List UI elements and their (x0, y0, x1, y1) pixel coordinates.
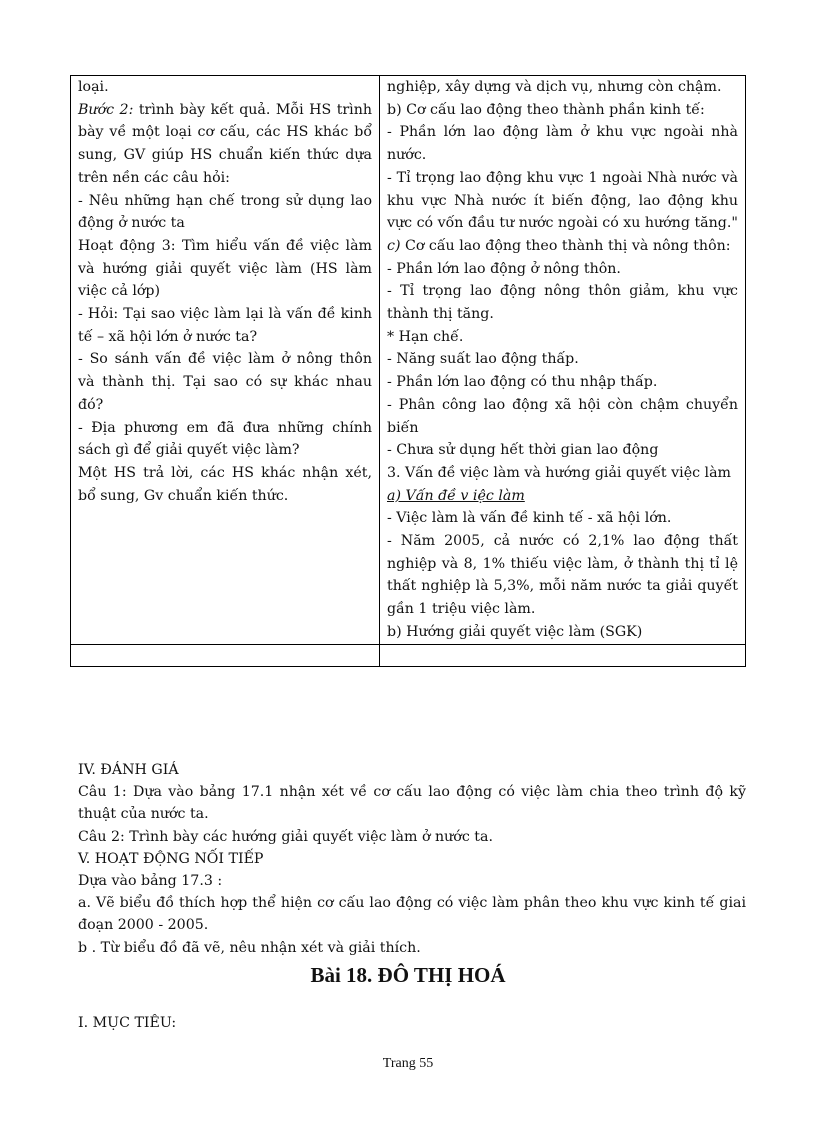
section-heading: IV. ĐÁNH GIÁ (78, 762, 179, 778)
right-line: - Phần lớn lao động ở nông thôn. (387, 260, 621, 277)
table-row-empty (71, 644, 746, 666)
page-number: Trang 55 (382, 1056, 434, 1071)
right-line: b) Cơ cấu lao động theo thành phần kinh tế: (387, 101, 705, 118)
question-2: Câu 2: Trình bày các hướng giải quyết việc làm ở nước ta. (78, 828, 493, 845)
lesson-title: Bài 18. ĐÔ THỊ HOÁ (310, 963, 506, 987)
right-line: b) Hướng giải quyết việc làm (SGK) (387, 623, 643, 640)
lesson-table (70, 75, 746, 667)
section-heading: V. HOẠT ĐỘNG NỐI TIẾP (78, 850, 264, 867)
right-line: 3. Vấn đề việc làm và hướng giải quyết việc làm (387, 464, 731, 481)
left-line: - Địa phương em đã đưa những chính sách gì để giải quyết việc làm? (78, 419, 372, 459)
evaluation-section (78, 759, 746, 959)
empty-cell (380, 644, 746, 666)
empty-cell (71, 644, 380, 666)
followup-task-a: a. Vẽ biểu đồ thích hợp thể hiện cơ cấu lao động có việc làm phân theo khu vực kinh tế giai đoạn 2000 - 2005. (78, 895, 746, 934)
right-line: a) Vấn đề v iệc làm (387, 487, 525, 504)
table-row (71, 76, 746, 645)
left-line: loại. (78, 79, 109, 95)
right-line: - Phân công lao động xã hội còn chậm chuyển biến (387, 396, 738, 436)
right-line: - Tỉ trọng lao động khu vực 1 ngoài Nhà nước và khu vực Nhà nước ít biến động, lao động khu vực có vốn đầu tư nước ngoài có xu hướng tăng." (387, 169, 738, 232)
item-label: c) (387, 237, 401, 254)
right-line: - Năm 2005, cả nước có 2,1% lao động thất nghiệp và 8, 1% thiếu việc làm, ở thành thị tỉ lệ thất nghiệp là 5,3%, mỗi năm nước ta giải quyết gần 1 triệu việc làm. (387, 533, 738, 618)
right-line: * Hạn chế. (387, 328, 464, 345)
right-line: nghiệp, xây dựng và dịch vụ, nhưng còn chậm. (387, 79, 722, 95)
left-line: - Hỏi: Tại sao việc làm lại là vấn đề kinh tế – xã hội lớn ở nước ta? (78, 306, 372, 345)
followup-task-b: b . Từ biểu đồ đã vẽ, nêu nhận xét và giải thích. (78, 939, 421, 956)
left-line: Hoạt động 3: Tìm hiểu vấn đề việc làm và hướng giải quyết việc làm (HS làm việc cả lớp) (78, 237, 372, 300)
left-line: - Nêu những hạn chế trong sử dụng lao động ở nước ta (78, 192, 372, 232)
followup-intro: Dựa vào bảng 17.3 : (78, 873, 223, 890)
left-line: Bước 2: trình bày kết quả. Mỗi HS trình bày về một loại cơ cấu, các HS khác bổ sung, GV giúp HS chuẩn kiến thức dựa trên nền các câu hỏi: (78, 101, 372, 186)
right-line: c) Cơ cấu lao động theo thành thị và nông thôn: (387, 237, 731, 254)
question-1: Câu 1: Dựa vào bảng 17.1 nhận xét về cơ cấu lao động có việc làm chia theo trình độ kỹ thuật của nước ta. (78, 784, 746, 823)
right-line: - Chưa sử dụng hết thời gian lao động (387, 442, 659, 459)
right-line: - Phần lớn lao động có thu nhập thấp. (387, 374, 658, 391)
right-line: - Việc làm là vấn đề kinh tế - xã hội lớn. (387, 510, 672, 527)
right-line: - Năng suất lao động thấp. (387, 351, 579, 368)
content-cell (380, 76, 746, 645)
objectives-heading: I. MỤC TIÊU: (78, 1015, 177, 1031)
right-line: - Tỉ trọng lao động nông thôn giảm, khu vực thành thị tăng. (387, 283, 738, 323)
left-line: - So sánh vấn đề việc làm ở nông thôn và thành thị. Tại sao có sự khác nhau đó? (78, 351, 372, 413)
left-line: Một HS trả lời, các HS khác nhận xét, bổ sung, Gv chuẩn kiến thức. (78, 464, 372, 504)
teacher-activity-cell (71, 76, 380, 645)
step-label: Bước 2: (78, 101, 134, 118)
right-line: - Phần lớn lao động làm ở khu vực ngoài nhà nước. (387, 124, 738, 164)
